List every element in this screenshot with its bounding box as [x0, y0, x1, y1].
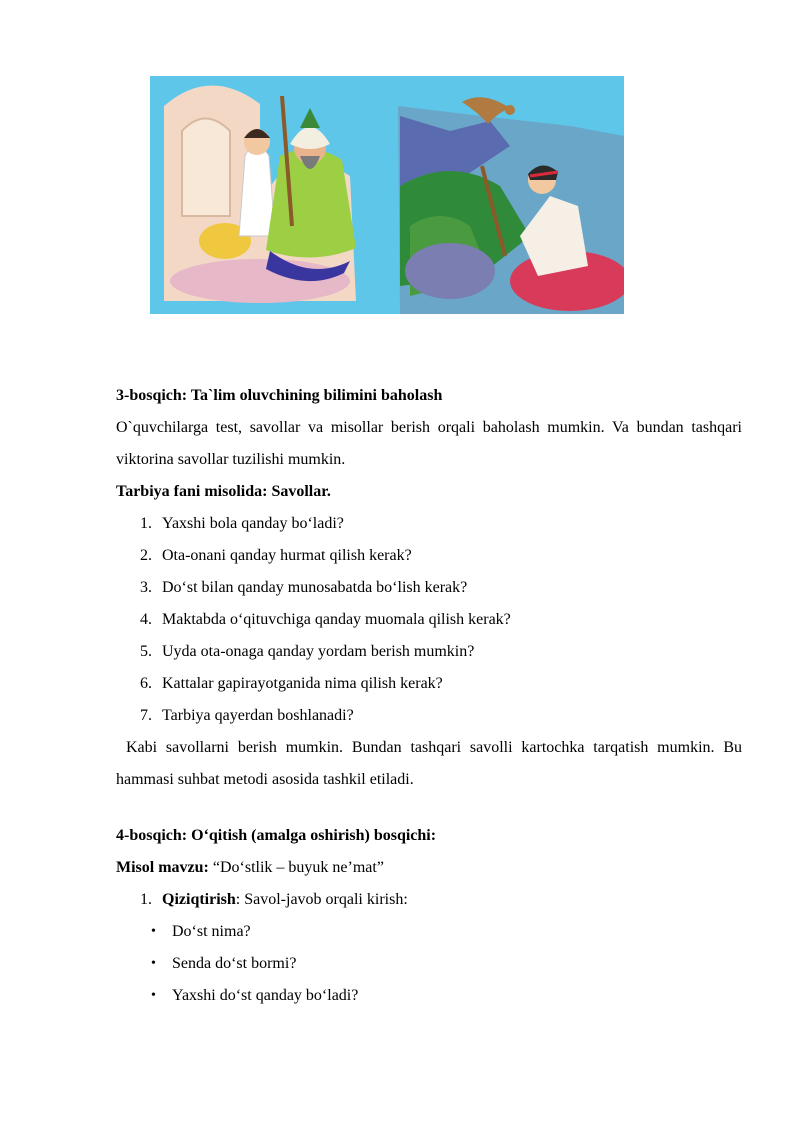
- bullet-list: [116, 916, 742, 1012]
- topic-value: “Do‘stlik – buyuk ne’mat”: [208, 859, 384, 876]
- list-item: 4. Maktabda o‘qituvchiga qanday muomala qilish kerak?: [140, 611, 511, 628]
- topic-line: [116, 852, 742, 884]
- list-item: 2. Ota-onani qanday hurmat qilish kerak?: [140, 547, 412, 564]
- list-item: 5. Uyda ota-onaga qanday yordam berish mumkin?: [140, 643, 475, 660]
- section3-paragraph: O`quvchilarga test, savollar va misollar berish orqali baholash mumkin. Va bundan tashqari viktorina savollar tuzilishi mumkin.: [116, 419, 742, 468]
- list-item: • Yaxshi do‘st qanday bo‘ladi?: [116, 980, 742, 1012]
- section3-closing: Kabi savollarni berish mumkin. Bundan tashqari savolli kartochka tarqatish mumkin. Bu hammasi suhbat metodi asosida tashkil etiladi.: [116, 739, 742, 788]
- step-item: 1. Qiziqtirish: Savol-javob orqali kirish:: [140, 891, 408, 908]
- list-item: • Do‘st nima?: [116, 916, 742, 948]
- spacer: [116, 796, 742, 820]
- section3-subheading: Tarbiya fani misolida: Savollar.: [116, 483, 331, 500]
- list-item: 3. Do‘st bilan qanday munosabatda bo‘lish kerak?: [140, 579, 468, 596]
- list-item: • Senda do‘st bormi?: [116, 948, 742, 980]
- bullet-icon: •: [151, 924, 156, 939]
- section3: [116, 380, 742, 1012]
- step-label: Qiziqtirish: [162, 891, 236, 908]
- list-item: 6. Kattalar gapirayotganida nima qilish kerak?: [140, 675, 443, 692]
- bullet-icon: •: [151, 988, 156, 1003]
- topic-label: Misol mavzu:: [116, 859, 209, 876]
- illustration-artwork: [150, 76, 624, 314]
- illustration: [150, 76, 624, 314]
- section3-heading: 3-bosqich: Ta`lim oluvchining bilimini baholash: [116, 387, 443, 404]
- step-text: : Savol-javob orqali kirish:: [235, 891, 408, 908]
- section4-heading: 4-bosqich: O‘qitish (amalga oshirish) bosqichi:: [116, 827, 437, 844]
- list-item: 1. Yaxshi bola qanday bo‘ladi?: [140, 515, 344, 532]
- question-list: [116, 508, 742, 732]
- bullet-icon: •: [151, 956, 156, 971]
- list-item: 7. Tarbiya qayerdan boshlanadi?: [140, 707, 354, 724]
